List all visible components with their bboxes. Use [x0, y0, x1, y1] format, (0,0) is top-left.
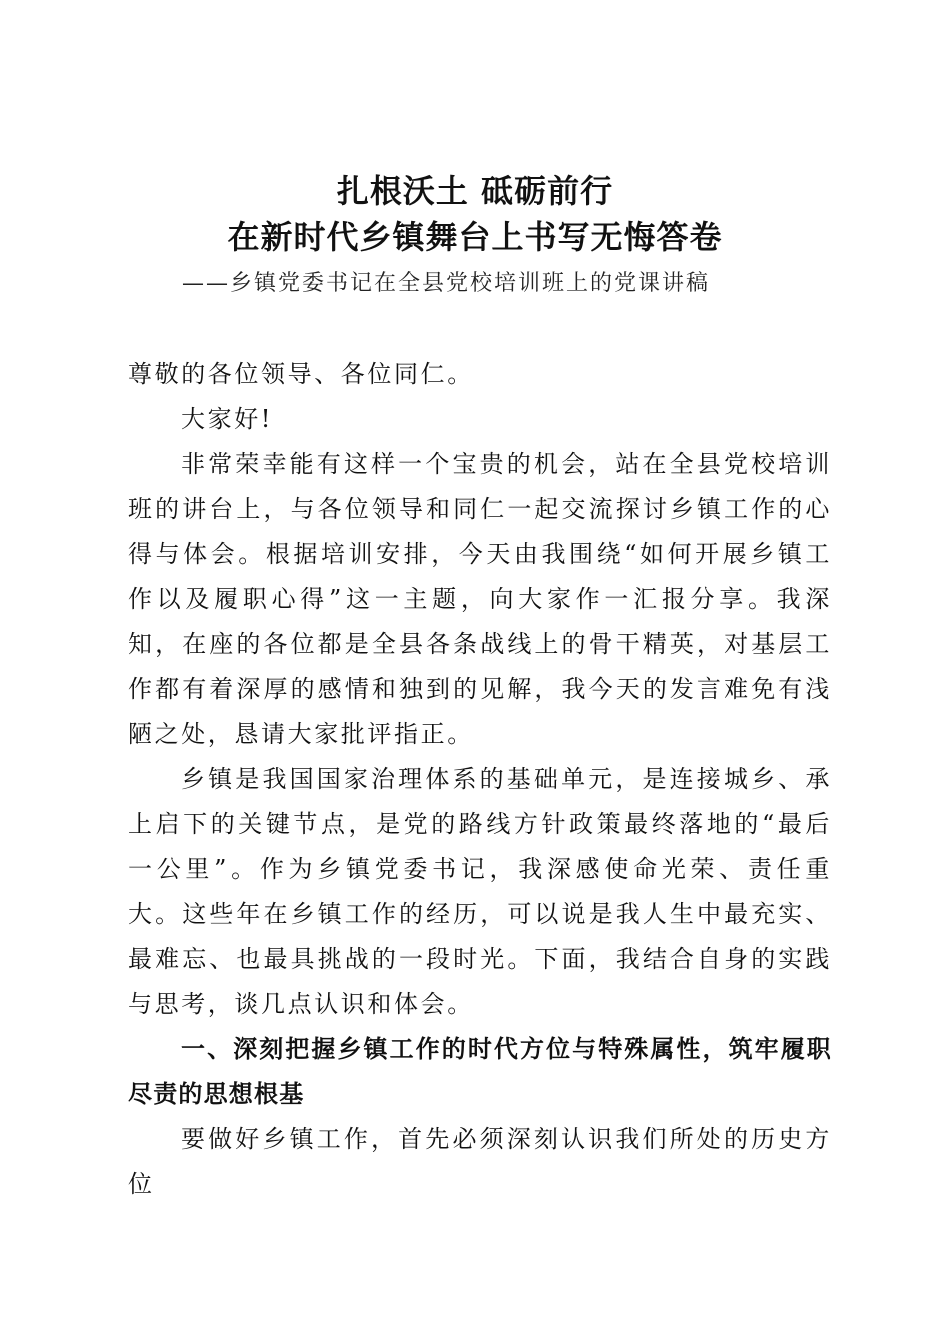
- section-heading-1: 一、深刻把握乡镇工作的时代方位与特殊属性，筑牢履职尽责的思想根基: [128, 1035, 832, 1108]
- greeting: 大家好!: [181, 405, 274, 433]
- salutation: 尊敬的各位领导、各位同仁。: [128, 360, 474, 388]
- document-body: [128, 352, 832, 1207]
- document-title: [0, 168, 950, 260]
- document-subtitle: ——乡镇党委书记在全县党校培训班上的党课讲稿: [182, 271, 711, 296]
- paragraph-intro: 非常荣幸能有这样一个宝贵的机会，站在全县党校培训班的讲台上，与各位领导和同仁一起交流探讨乡镇工作的心得与体会。根据培训安排，今天由我围绕“如何开展乡镇工作以及履职心得”这一主题，向大家作一汇报分享。我深知，在座的各位都是全县各条战线上的骨干精英，对基层工作都有着深厚的感情和独到的见解，我今天的发言难免有浅陋之处，恳请大家批评指正。: [128, 450, 832, 748]
- title-line-1: 扎根沃土 砥砺前行: [336, 172, 614, 210]
- title-line-2: 在新时代乡镇舞台上书写无悔答卷: [227, 218, 723, 256]
- section-1-paragraph-start: 要做好乡镇工作，首先必须深刻认识我们所处的历史方位: [128, 1125, 832, 1198]
- paragraph-township-role: 乡镇是我国国家治理体系的基础单元，是连接城乡、承上启下的关键节点，是党的路线方针政策最终落地的“最后一公里”。作为乡镇党委书记，我深感使命光荣、责任重大。这些年在乡镇工作的经历，可以说是我人生中最充实、最难忘、也最具挑战的一段时光。下面，我结合自身的实践与思考，谈几点认识和体会。: [128, 765, 832, 1018]
